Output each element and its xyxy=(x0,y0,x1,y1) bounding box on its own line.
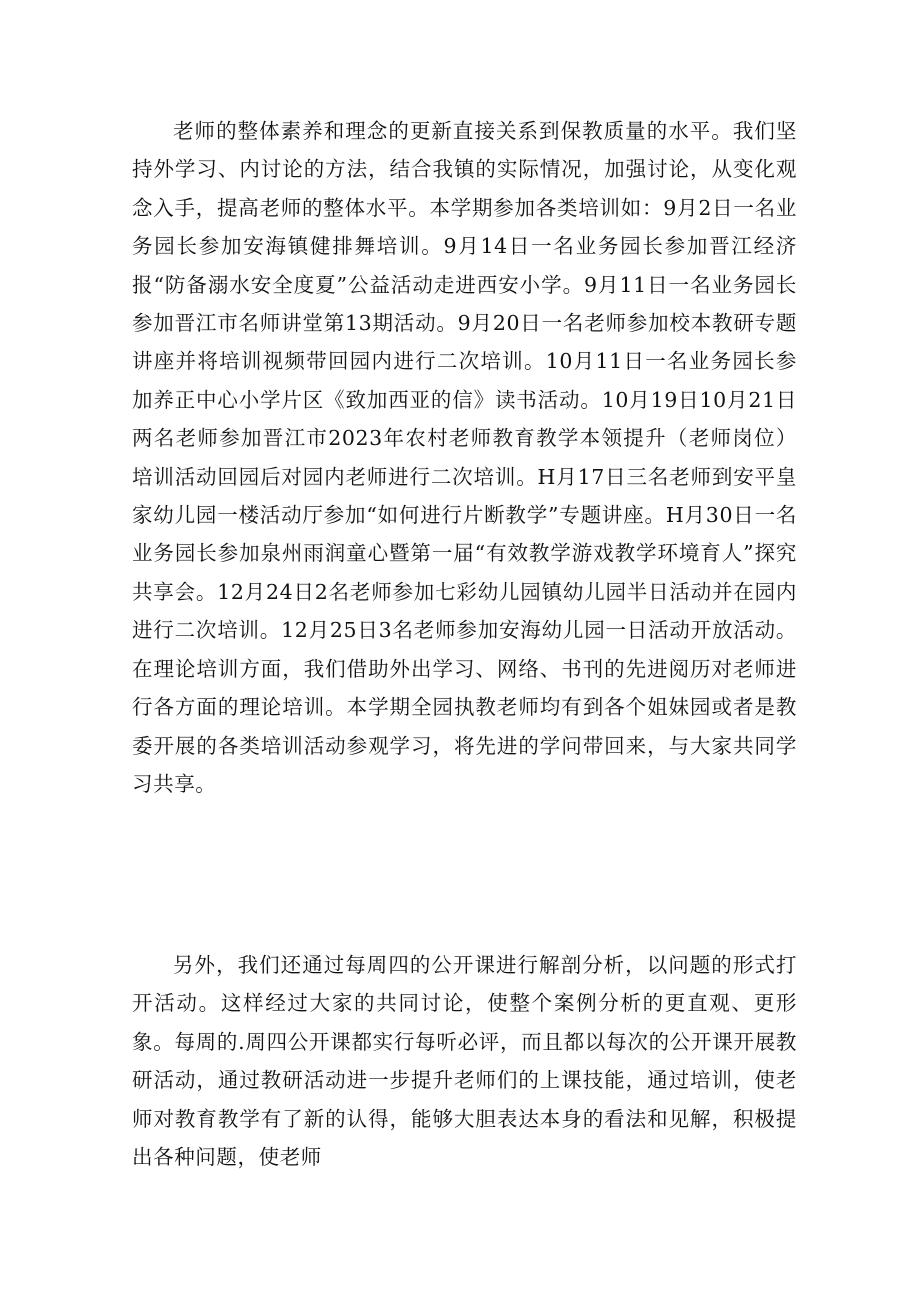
paragraph-teacher-training: 老师的整体素养和理念的更新直接关系到保教质量的水平。我们坚持外学习、内讨论的方法，结合我镇的实际情况，加强讨论，从变化观念入手，提高老师的整体水平。本学期参加各类培训如：9月2日一名业务园长参加安海镇健排舞培训。9月14日一名业务园长参加晋江经济报“防备溺水安全度夏”公益活动走进西安小学。9月11日一名业务园长参加晋江市名师讲堂第13期活动。9月20日一名老师参加校本教研专题讲座并将培训视频带回园内进行二次培训。10月11日一名业务园长参加养正中心小学片区《致加西亚的信》读书活动。10月19日10月21日两名老师参加晋江市2023年农村老师教育教学本领提升（老师岗位）培训活动回园后对园内老师进行二次培训。H月17日三名老师到安平皇家幼儿园一楼活动厅参加“如何进行片断教学”专题讲座。H月30日一名业务园长参加泉州雨润童心暨第一届“有效教学游戏教学环境育人”探究共享会。12月24日2名老师参加七彩幼儿园镇幼儿园半日活动并在园内进行二次培训。12月25日3名老师参加安海幼儿园一日活动开放活动。在理论培训方面，我们借助外出学习、网络、书刊的先进阅历对老师进行各方面的理论培训。本学期全园执教老师均有到各个姐妹园或者是教委开展的各类培训活动参观学习，将先进的学问带回来，与大家共同学习共享。 xyxy=(132,119,797,796)
paragraph-open-class-analysis: 另外，我们还通过每周四的公开课进行解剖分析，以问题的形式打开活动。这样经过大家的共同讨论，使整个案例分析的更直观、更形象。每周的.周四公开课都实行每听必评，而且都以每次的公开课开展教研活动，通过教研活动进一步提升老师们的上课技能，通过培训，使老师对教育教学有了新的认得，能够大胆表达本身的看法和见解，积极提出各种问题，使老师 xyxy=(132,953,797,1170)
